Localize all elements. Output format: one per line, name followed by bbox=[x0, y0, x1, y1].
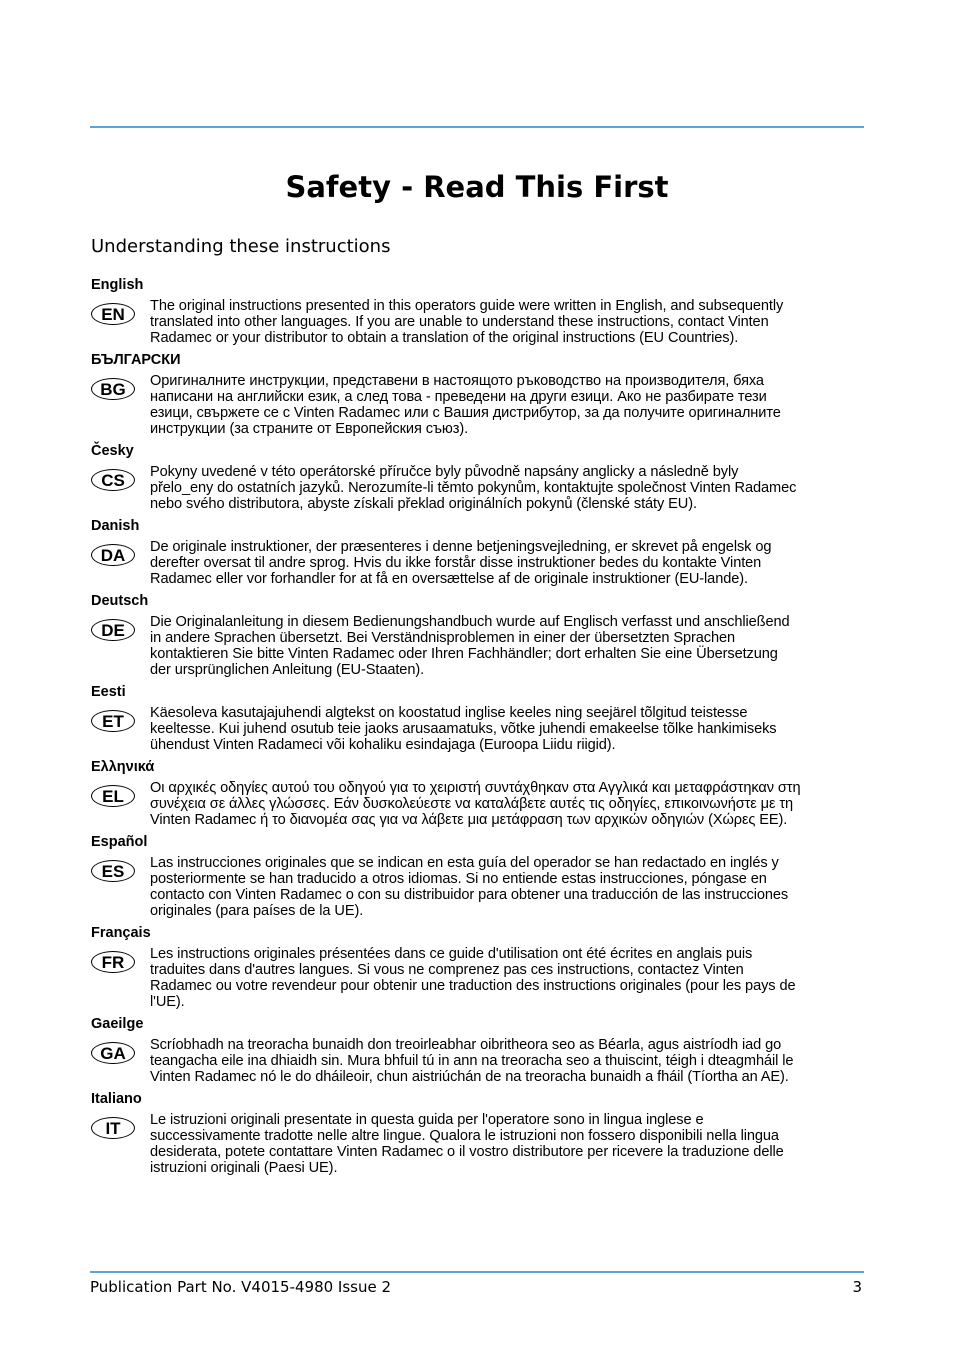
instruction-line: Las instrucciones originales que se indican en esta guía del operador se han redactado en inglés y bbox=[150, 855, 779, 871]
language-instruction-text bbox=[150, 705, 863, 753]
instruction-line: написани на английски език, а след това - преведени на други езици. Ако не разбирате тези bbox=[150, 389, 767, 405]
instruction-line: Οι αρχικές οδηγίες αυτού του οδηγού για το χειριστή συντάχθηκαν στα Αγγλικά και μεταφράστηκαν στη bbox=[150, 780, 801, 796]
instruction-line: posteriormente se han traducido a otros idiomas. Si no entiende estas instrucciones, póngase en bbox=[150, 871, 767, 887]
language-instruction-text bbox=[150, 1112, 863, 1176]
language-section bbox=[91, 759, 863, 828]
language-code-badge: BG bbox=[91, 378, 135, 400]
language-row bbox=[91, 373, 863, 437]
language-name: Danish bbox=[91, 518, 140, 534]
language-code-badge: EN bbox=[91, 303, 135, 325]
language-row bbox=[91, 705, 863, 753]
instruction-line: ühendust Vinten Radameci või kohaliku esindajaga (Euroopa Liidu riigid). bbox=[150, 737, 616, 753]
language-code-badge: CS bbox=[91, 469, 135, 491]
instruction-line: Vinten Radamec nó le do dháileoir, chun aistriúchán de na treoracha bunaidh a fháil (Tíortha an AE). bbox=[150, 1069, 789, 1085]
language-row bbox=[91, 1037, 863, 1085]
instruction-line: Pokyny uvedené v této operátorské příručce byly původně napsány anglicky a následně byly bbox=[150, 464, 739, 480]
instruction-line: Radamec ou votre revendeur pour obtenir une traduction des instructions originales (pour les pays de bbox=[150, 978, 796, 994]
language-name: Deutsch bbox=[91, 593, 149, 609]
footer-rule bbox=[90, 1271, 864, 1273]
language-name: English bbox=[91, 277, 144, 293]
language-section bbox=[91, 834, 863, 919]
language-section bbox=[91, 443, 863, 512]
publication-number: Publication Part No. V4015-4980 Issue 2 bbox=[90, 1278, 392, 1296]
instruction-line: traduites dans d'autres langues. Si vous ne comprenez pas ces instructions, contactez Vinten bbox=[150, 962, 744, 978]
language-row bbox=[91, 539, 863, 587]
language-name: Gaeilge bbox=[91, 1016, 144, 1032]
language-row bbox=[91, 464, 863, 512]
instruction-line: translated into other languages. If you are unable to understand these instructions, contact Vinten bbox=[150, 314, 769, 330]
language-instruction-text bbox=[150, 946, 863, 1010]
language-section bbox=[91, 277, 863, 346]
header-rule bbox=[90, 126, 864, 128]
instruction-line: in andere Sprachen übersetzt. Bei Verständnisproblemen in einer der übersetzten Sprachen bbox=[150, 630, 736, 646]
instruction-line: De originale instruktioner, der præsenteres i denne betjeningsvejledning, er skrevet på engelsk og bbox=[150, 539, 772, 555]
instruction-line: originales (para países de la UE). bbox=[150, 903, 364, 919]
instruction-line: desiderata, potete contattare Vinten Radamec o il vostro distributore per ricevere la traduzione delle bbox=[150, 1144, 784, 1160]
instruction-line: Le istruzioni originali presentate in questa guida per l'operatore sono in lingua inglese e bbox=[150, 1112, 704, 1128]
instruction-line: Radamec or your distributor to obtain a translation of the original instructions (EU Countries). bbox=[150, 330, 739, 346]
instruction-line: teangacha eile ina dhiaidh sin. Mura bhfuil tú in ann na treoracha seo a thuiscint, téigh i dteagmháil le bbox=[150, 1053, 794, 1069]
instruction-line: contacto con Vinten Radamec o con su distribuidor para obtener una traducción de las instrucciones bbox=[150, 887, 789, 903]
language-code-badge: ES bbox=[91, 860, 135, 882]
language-sections bbox=[91, 277, 863, 1176]
instruction-line: Оригиналните инструкции, представени в настоящото ръководство на производителя, бяха bbox=[150, 373, 764, 389]
language-row bbox=[91, 1112, 863, 1176]
instruction-line: езици, свържете се с Vinten Radamec или с Вашия дистрибутор, за да получите оригиналните bbox=[150, 405, 781, 421]
language-section bbox=[91, 925, 863, 1010]
instruction-line: přelo_eny do ostatních jazyků. Nerozumíte-li těmto pokynům, kontaktujte společnost Vinten Radamec bbox=[150, 480, 797, 496]
instruction-line: successivamente tradotte nelle altre lingue. Qualora le istruzioni non fossero disponibili nella lingua bbox=[150, 1128, 779, 1144]
language-name: Español bbox=[91, 834, 148, 850]
language-code-badge: EL bbox=[91, 785, 135, 807]
language-name: Français bbox=[91, 925, 151, 941]
instruction-line: Radamec eller vor forhandler for at få en oversættelse af de originale instruktioner (EU-lande). bbox=[150, 571, 748, 587]
language-code-badge: IT bbox=[91, 1117, 135, 1139]
language-name: Italiano bbox=[91, 1091, 142, 1107]
language-section bbox=[91, 518, 863, 587]
instruction-line: Scríobhadh na treoracha bunaidh don treoirleabhar oibritheora seo as Béarla, agus aistríodh iad go bbox=[150, 1037, 782, 1053]
language-name: Ελληνικά bbox=[91, 759, 155, 775]
language-name: БЪЛГАРСКИ bbox=[91, 352, 181, 368]
instruction-line: l'UE). bbox=[150, 994, 185, 1010]
instruction-line: nebo svého distributora, abyste získali překlad originálních pokynů (členské státy EU). bbox=[150, 496, 697, 512]
language-code-badge: DA bbox=[91, 544, 135, 566]
page-number: 3 bbox=[852, 1278, 862, 1296]
language-row bbox=[91, 855, 863, 919]
language-row bbox=[91, 946, 863, 1010]
language-instruction-text bbox=[150, 298, 863, 346]
language-instruction-text bbox=[150, 780, 863, 828]
language-instruction-text bbox=[150, 373, 863, 437]
language-section bbox=[91, 684, 863, 753]
instruction-line: istruzioni originali (Paesi UE). bbox=[150, 1160, 338, 1176]
language-section bbox=[91, 1091, 863, 1176]
instruction-line: derefter oversat til andre sprog. Hvis du ikke forstår disse instruktioner bedes du kontakte Vinten bbox=[150, 555, 762, 571]
instruction-line: инструкции (за страните от Европейския съюз). bbox=[150, 421, 469, 437]
instruction-line: Die Originalanleitung in diesem Bedienungshandbuch wurde auf Englisch verfasst und anschließend bbox=[150, 614, 790, 630]
language-section bbox=[91, 593, 863, 678]
language-instruction-text bbox=[150, 614, 863, 678]
language-row bbox=[91, 614, 863, 678]
page-title: Safety - Read This First bbox=[285, 170, 669, 204]
language-name: Česky bbox=[91, 443, 134, 459]
instruction-line: The original instructions presented in this operators guide were written in English, and subsequently bbox=[150, 298, 784, 314]
instruction-line: Les instructions originales présentées dans ce guide d'utilisation ont été écrites en anglais puis bbox=[150, 946, 753, 962]
language-row bbox=[91, 780, 863, 828]
instruction-line: der ursprünglichen Anleitung (EU-Staaten). bbox=[150, 662, 425, 678]
language-code-badge: DE bbox=[91, 619, 135, 641]
language-instruction-text bbox=[150, 1037, 863, 1085]
language-code-badge: FR bbox=[91, 951, 135, 973]
language-instruction-text bbox=[150, 855, 863, 919]
instruction-line: Vinten Radamec ή το διανομέα σας για να λάβετε μια μετάφραση των αρχικών οδηγιών (Χώρες ΕΕ). bbox=[150, 812, 788, 828]
language-instruction-text bbox=[150, 464, 863, 512]
language-code-badge: GA bbox=[91, 1042, 135, 1064]
language-name: Eesti bbox=[91, 684, 126, 700]
instruction-line: keeltesse. Kui juhend osutub teie jaoks arusaamatuks, võtke juhendi emakeelse tõlke hankimiseks bbox=[150, 721, 777, 737]
page-footer bbox=[90, 1278, 862, 1296]
instruction-line: συνέχεια σε άλλες γλώσσες. Εάν δυσκολεύεστε να καταλάβετε αυτές τις οδηγίες, επικοινωνήστε με τη bbox=[150, 796, 794, 812]
language-instruction-text bbox=[150, 539, 863, 587]
instruction-line: Käesoleva kasutajajuhendi algtekst on koostatud inglise keeles ning seejärel tõlgitud teistesse bbox=[150, 705, 748, 721]
language-code-badge: ET bbox=[91, 710, 135, 732]
section-subtitle: Understanding these instructions bbox=[91, 236, 391, 257]
instruction-line: kontaktieren Sie bitte Vinten Radamec oder Ihren Fachhändler; dort erhalten Sie eine Übersetzung bbox=[150, 646, 778, 662]
language-section bbox=[91, 1016, 863, 1085]
language-section bbox=[91, 352, 863, 437]
language-row bbox=[91, 298, 863, 346]
